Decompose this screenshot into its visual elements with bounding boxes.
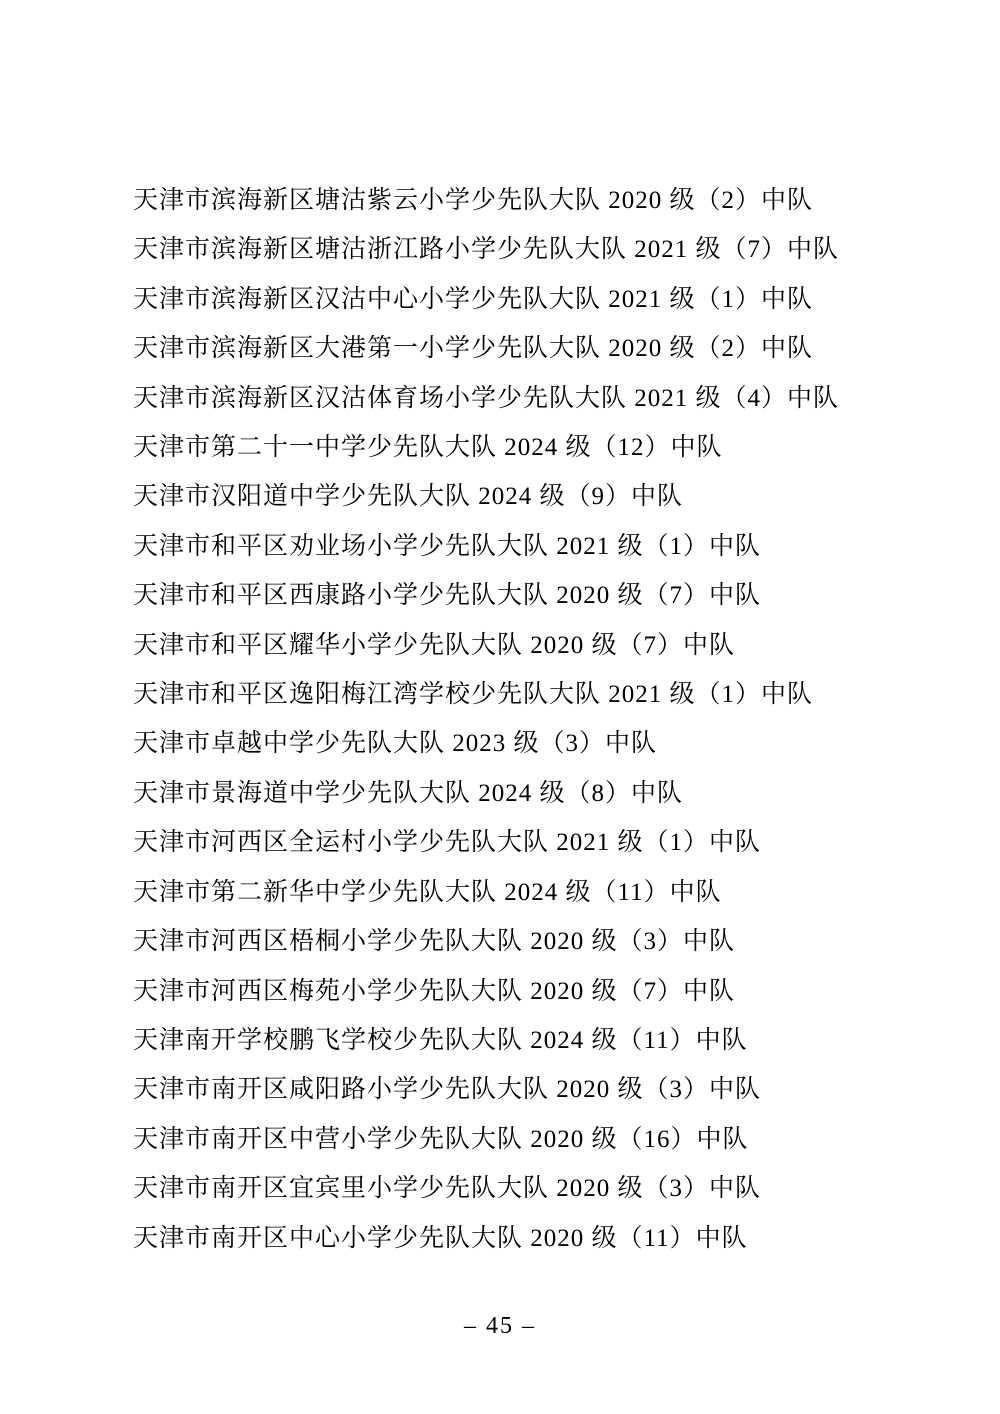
list-item: 天津南开学校鹏飞学校少先队大队 2024 级（11）中队 [133, 1026, 748, 1054]
list-item: 天津市第二新华中学少先队大队 2024 级（11）中队 [133, 878, 722, 906]
list-item: 天津市滨海新区大港第一小学少先队大队 2020 级（2）中队 [133, 335, 814, 363]
list-item: 天津市滨海新区汉沽体育场小学少先队大队 2021 级（4）中队 [133, 384, 840, 412]
list-item: 天津市河西区梧桐小学少先队大队 2020 级（3）中队 [133, 928, 736, 956]
list-item: 天津市滨海新区汉沽中心小学少先队大队 2021 级（1）中队 [133, 285, 814, 313]
list-item: 天津市和平区耀华小学少先队大队 2020 级（7）中队 [133, 631, 736, 659]
list-item: 天津市景海道中学少先队大队 2024 级（8）中队 [133, 779, 684, 807]
list-item: 天津市第二十一中学少先队大队 2024 级（12）中队 [133, 434, 723, 462]
list-item: 天津市和平区逸阳梅江湾学校少先队大队 2021 级（1）中队 [133, 681, 814, 709]
list-item: 天津市南开区宜宾里小学少先队大队 2020 级（3）中队 [133, 1175, 762, 1203]
list-item: 天津市南开区咸阳路小学少先队大队 2020 级（3）中队 [133, 1076, 762, 1104]
list-item: 天津市汉阳道中学少先队大队 2024 级（9）中队 [133, 483, 684, 511]
list-item: 天津市和平区劝业场小学少先队大队 2021 级（1）中队 [133, 532, 762, 560]
list-item: 天津市和平区西康路小学少先队大队 2020 级（7）中队 [133, 582, 762, 610]
list-item: 天津市河西区梅苑小学少先队大队 2020 级（7）中队 [133, 977, 736, 1005]
list-item: 天津市河西区全运村小学少先队大队 2021 级（1）中队 [133, 829, 762, 857]
page-number: – 45 – [464, 1313, 536, 1339]
list-item: 天津市滨海新区塘沽紫云小学少先队大队 2020 级（2）中队 [133, 187, 814, 214]
list-item: 天津市卓越中学少先队大队 2023 级（3）中队 [133, 730, 658, 758]
list-item: 天津市南开区中营小学少先队大队 2020 级（16）中队 [133, 1125, 749, 1153]
squadron-list [133, 176, 960, 1263]
list-item: 天津市滨海新区塘沽浙江路小学少先队大队 2021 级（7）中队 [133, 236, 840, 264]
list-item: 天津市南开区中心小学少先队大队 2020 级（11）中队 [133, 1224, 748, 1252]
